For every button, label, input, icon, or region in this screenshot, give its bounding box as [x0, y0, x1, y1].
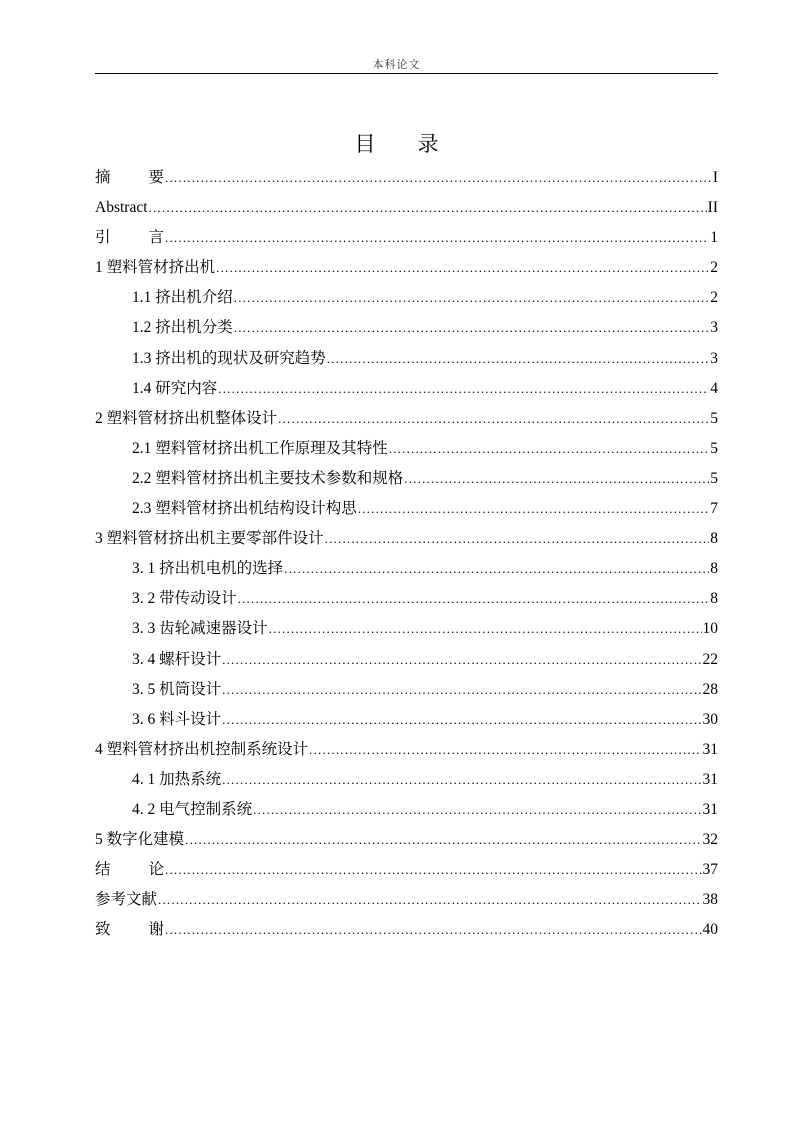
toc-entry-chapter-5[interactable] [95, 825, 718, 855]
toc-entry-section-4-2[interactable] [95, 795, 718, 825]
toc-entry-label: 3. 6 料斗设计 [132, 710, 222, 728]
toc-entry-page: I [712, 169, 718, 186]
toc-entry-label: 引 言 [95, 229, 165, 247]
toc-entry-page: 2 [710, 289, 718, 307]
dot-leader [165, 223, 709, 253]
toc-entry-label: 3 塑料管材挤出机主要零部件设计 [95, 530, 324, 548]
table-of-contents [95, 163, 718, 945]
dot-leader [325, 524, 710, 554]
toc-entry-page: 5 [710, 469, 718, 487]
dot-leader [238, 584, 710, 614]
dot-leader [185, 825, 701, 855]
toc-entry-page: 31 [702, 800, 718, 818]
toc-entry-page: 3 [710, 319, 718, 337]
toc-entry-page: 31 [702, 770, 718, 788]
toc-entry-page: 7 [710, 500, 718, 518]
dot-leader [216, 253, 709, 283]
toc-entry-conclusion[interactable] [95, 855, 718, 885]
dot-leader [222, 705, 701, 735]
dot-leader [218, 374, 709, 404]
toc-entry-abstract-en[interactable] [95, 193, 718, 223]
dot-leader [222, 765, 701, 795]
toc-entry-page: 38 [702, 891, 718, 909]
toc-entry-label: 3. 1 挤出机电机的选择 [132, 560, 284, 578]
toc-entry-label: 3. 3 齿轮减速器设计 [132, 620, 268, 638]
toc-title-char-1: 目 [354, 132, 376, 156]
toc-entry-section-3-1[interactable] [95, 554, 718, 584]
toc-entry-page: 8 [710, 530, 718, 548]
toc-entry-chapter-2[interactable] [95, 404, 718, 434]
toc-entry-label: 3. 4 螺杆设计 [132, 650, 222, 668]
toc-entry-label: 1.3 挤出机的现状及研究趋势 [132, 349, 326, 367]
toc-entry-section-2-3[interactable] [95, 494, 718, 524]
toc-entry-page: 8 [710, 560, 718, 578]
dot-leader [222, 675, 701, 705]
dot-leader [149, 193, 707, 223]
dot-leader [165, 163, 712, 193]
dot-leader [327, 344, 709, 374]
toc-entry-label: 4. 2 电气控制系统 [132, 800, 253, 818]
dot-leader [278, 404, 709, 434]
toc-entry-section-1-2[interactable] [95, 313, 718, 343]
toc-entry-chapter-4[interactable] [95, 735, 718, 765]
dot-leader [309, 735, 701, 765]
toc-entry-label: 3. 5 机筒设计 [132, 680, 222, 698]
toc-title-char-2: 录 [417, 132, 439, 156]
toc-entry-label: 1.4 研究内容 [132, 379, 218, 397]
toc-entry-label: 3. 2 带传动设计 [132, 590, 237, 608]
toc-entry-section-1-3[interactable] [95, 344, 718, 374]
toc-entry-label: 结 论 [95, 861, 165, 879]
toc-entry-chapter-3[interactable] [95, 524, 718, 554]
toc-title [0, 128, 793, 158]
dot-leader [253, 795, 701, 825]
dot-leader [165, 915, 701, 945]
toc-entry-section-3-6[interactable] [95, 705, 718, 735]
toc-entry-label: 2 塑料管材挤出机整体设计 [95, 409, 278, 427]
dot-leader [269, 614, 702, 644]
toc-entry-label: 5 数字化建模 [95, 831, 185, 849]
toc-entry-page: 31 [702, 740, 718, 758]
toc-entry-page: 28 [702, 680, 718, 698]
toc-entry-section-1-4[interactable] [95, 374, 718, 404]
toc-entry-acknowledgements[interactable] [95, 915, 718, 945]
toc-entry-page: 4 [710, 379, 718, 397]
toc-entry-section-3-5[interactable] [95, 675, 718, 705]
toc-entry-label: 参考文献 [95, 891, 158, 909]
toc-entry-page: 5 [710, 439, 718, 457]
toc-entry-section-3-4[interactable] [95, 645, 718, 675]
toc-entry-references[interactable] [95, 885, 718, 915]
header-rule [95, 73, 718, 74]
toc-entry-section-3-2[interactable] [95, 584, 718, 614]
toc-entry-chapter-1[interactable] [95, 253, 718, 283]
toc-entry-section-2-2[interactable] [95, 464, 718, 494]
toc-entry-page: 22 [702, 650, 718, 668]
toc-entry-section-4-1[interactable] [95, 765, 718, 795]
toc-entry-label: Abstract [95, 199, 148, 217]
toc-entry-label: 1 塑料管材挤出机 [95, 259, 216, 277]
toc-entry-page: 1 [710, 229, 718, 247]
toc-entry-page: 3 [710, 349, 718, 367]
toc-entry-page: 40 [702, 921, 718, 939]
toc-entry-page: 32 [702, 831, 718, 849]
toc-entry-section-2-1[interactable] [95, 434, 718, 464]
toc-entry-section-1-1[interactable] [95, 283, 718, 313]
toc-entry-section-3-3[interactable] [95, 614, 718, 644]
dot-leader [158, 885, 701, 915]
toc-entry-page: 37 [702, 861, 718, 879]
toc-entry-page: 2 [710, 259, 718, 277]
dot-leader [389, 434, 709, 464]
toc-entry-page: 10 [702, 620, 718, 638]
toc-entry-page: 8 [710, 590, 718, 608]
toc-entry-label: 摘 要 [95, 169, 165, 186]
toc-entry-label: 致 谢 [95, 921, 165, 939]
dot-leader [222, 645, 701, 675]
toc-entry-label: 4 塑料管材挤出机控制系统设计 [95, 740, 309, 758]
toc-entry-introduction[interactable] [95, 223, 718, 253]
dot-leader [404, 464, 709, 494]
toc-entry-label: 2.2 塑料管材挤出机主要技术参数和规格 [132, 469, 404, 487]
dot-leader [234, 313, 709, 343]
toc-entry-page: II [707, 199, 718, 217]
toc-entry-label: 1.2 挤出机分类 [132, 319, 233, 337]
toc-entry-page: 5 [710, 409, 718, 427]
toc-entry-label: 2.1 塑料管材挤出机工作原理及其特性 [132, 439, 388, 457]
toc-entry-label: 2.3 塑料管材挤出机结构设计构思 [132, 500, 357, 518]
toc-entry-label: 4. 1 加热系统 [132, 770, 222, 788]
toc-entry-page: 30 [702, 710, 718, 728]
toc-entry-label: 1.1 挤出机介绍 [132, 289, 233, 307]
dot-leader [358, 494, 709, 524]
toc-entry-abstract-cn[interactable] [95, 163, 718, 193]
dot-leader [165, 855, 701, 885]
dot-leader [284, 554, 709, 584]
page-header: 本科论文 [372, 59, 421, 71]
dot-leader [234, 283, 709, 313]
